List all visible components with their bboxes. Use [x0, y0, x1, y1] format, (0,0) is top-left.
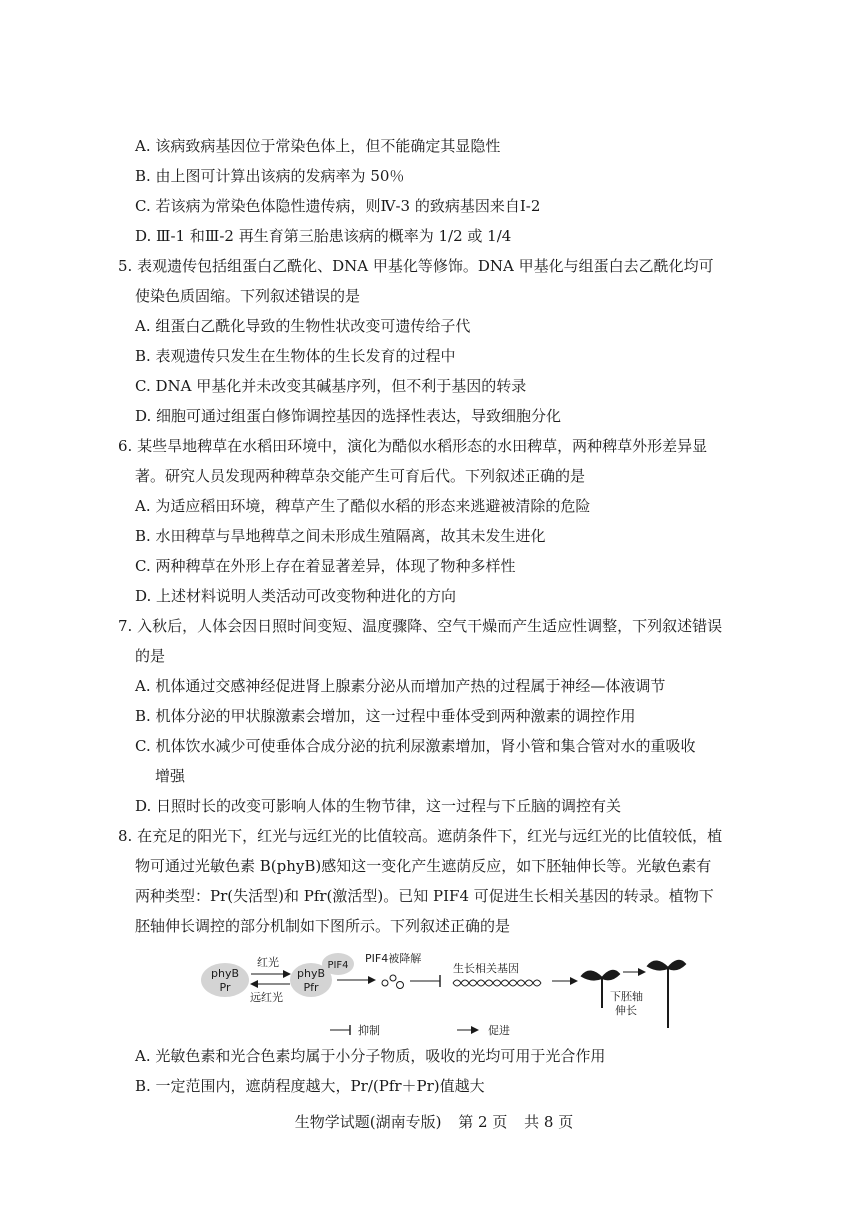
red-light-label: 红光: [257, 956, 279, 969]
q5-option-c: C. DNA 甲基化并未改变其碱基序列，但不利于基因的转录: [135, 377, 527, 395]
q4-option-a: A. 该病致病基因位于常染色体上，但不能确定其显隐性: [135, 137, 501, 155]
q6-stem-line-2: 著。研究人员发现两种稗草杂交能产生可育后代。下列叙述正确的是: [135, 467, 586, 485]
footer-subject: 生物学试题(湖南专版): [294, 1113, 442, 1131]
growth-gene-label: 生长相关基因: [453, 962, 519, 975]
phyb-pr-label-top: phyB: [210, 967, 240, 980]
elongation-label: 伸长: [615, 1004, 637, 1017]
q5-stem-line-1: 5. 表观遗传包括组蛋白乙酰化、DNA 甲基化等修饰。DNA 甲基化与组蛋白去乙酰化均可: [118, 257, 714, 275]
q6-option-a: A. 为适应稻田环境，稗草产生了酷似水稻的形态来逃避被清除的危险: [135, 497, 591, 515]
pif4-label: PIF4: [327, 960, 349, 971]
fragment-circle: [390, 975, 396, 981]
footer-total-pages: 共 8 页: [524, 1113, 574, 1131]
pif4-degraded-label: PIF4被降解: [365, 952, 422, 965]
q4-option-b: B. 由上图可计算出该病的发病率为 50％: [135, 167, 405, 185]
legend-inhibit-label: 抑制: [358, 1024, 380, 1037]
q7-option-b: B. 机体分泌的甲状腺激素会增加，这一过程中垂体受到两种激素的调控作用: [135, 707, 636, 725]
q7-option-a: A. 机体通过交感神经促进肾上腺素分泌从而增加产热的过程属于神经—体液调节: [135, 677, 666, 695]
q6-stem-line-1: 6. 某些旱地稗草在水稻田环境中，演化为酷似水稻形态的水田稗草，两种稗草外形差异显: [118, 437, 708, 455]
q7-option-d: D. 日照时长的改变可影响人体的生物节律，这一过程与下丘脑的调控有关: [135, 797, 622, 815]
q5-option-b: B. 表观遗传只发生在生物体的生长发育的过程中: [135, 347, 456, 365]
q4-option-c: C. 若该病为常染色体隐性遗传病，则Ⅳ-3 的致病基因来自Ⅰ-2: [135, 197, 541, 215]
fragment-circle: [382, 980, 388, 986]
phyb-pfr-label-top: phyB: [296, 967, 326, 980]
hypocotyl-label: 下胚轴: [610, 990, 643, 1003]
q8-stem-line-3: 两种类型：Pr(失活型)和 Pfr(激活型)。已知 PIF4 可促进生长相关基因的转录。植物下: [135, 887, 714, 905]
q6-option-b: B. 水田稗草与旱地稗草之间未形成生殖隔离，故其未发生进化: [135, 527, 546, 545]
q4-option-d: D. Ⅲ-1 和Ⅲ-2 再生育第三胎患该病的概率为 1/2 或 1/4: [135, 227, 512, 245]
q7-option-c: C. 机体饮水减少可使垂体合成分泌的抗利尿激素增加，肾小管和集合管对水的重吸收: [135, 737, 696, 755]
q5-option-d: D. 细胞可通过组蛋白修饰调控基因的选择性表达，导致细胞分化: [135, 407, 562, 425]
q7-stem-line-2: 的是: [135, 647, 166, 665]
q7-option-c-continued: 增强: [155, 767, 186, 785]
q6-option-c: C. 两种稗草在外形上存在着显著差异，体现了物种多样性: [135, 557, 516, 575]
page-footer: [0, 1112, 868, 1132]
q8-option-a: A. 光敏色素和光合色素均属于小分子物质，吸收的光均可用于光合作用: [135, 1047, 606, 1065]
dna-helix-strand: [453, 980, 541, 986]
q8-stem-line-4: 胚轴伸长调控的部分机制如下图所示。下列叙述正确的是: [135, 917, 511, 935]
seedling-tall-icon: [648, 961, 685, 1028]
q5-stem-line-2: 使染色质固缩。下列叙述错误的是: [135, 287, 361, 305]
legend-promote-label: 促进: [488, 1024, 510, 1037]
q6-option-d: D. 上述材料说明人类活动可改变物种进化的方向: [135, 587, 457, 605]
phyb-pfr-label-bottom: Pfr: [303, 981, 319, 994]
q8-stem-line-2: 物可通过光敏色素 B(phyB)感知这一变化产生遮荫反应，如下胚轴伸长等。光敏色素有: [135, 857, 712, 875]
dna-helix: [453, 980, 541, 986]
far-red-label: 远红光: [250, 991, 283, 1004]
q7-stem-line-1: 7. 入秋后，人体会因日照时间变短、温度骤降、空气干燥而产生适应性调整，下列叙述错误: [118, 617, 723, 635]
q8-option-b: B. 一定范围内，遮荫程度越大，Pr/(Pfr＋Pr)值越大: [135, 1077, 485, 1095]
fragment-circle: [397, 982, 404, 989]
q8-stem-line-1: 8. 在充足的阳光下，红光与远红光的比值较高。遮荫条件下，红光与远红光的比值较低，植: [118, 827, 723, 845]
phyb-pr-label-bottom: Pr: [219, 981, 231, 994]
footer-page-number: 第 2 页: [458, 1113, 508, 1131]
q5-option-a: A. 组蛋白乙酰化导致的生物性状改变可遗传给子代: [135, 317, 471, 335]
